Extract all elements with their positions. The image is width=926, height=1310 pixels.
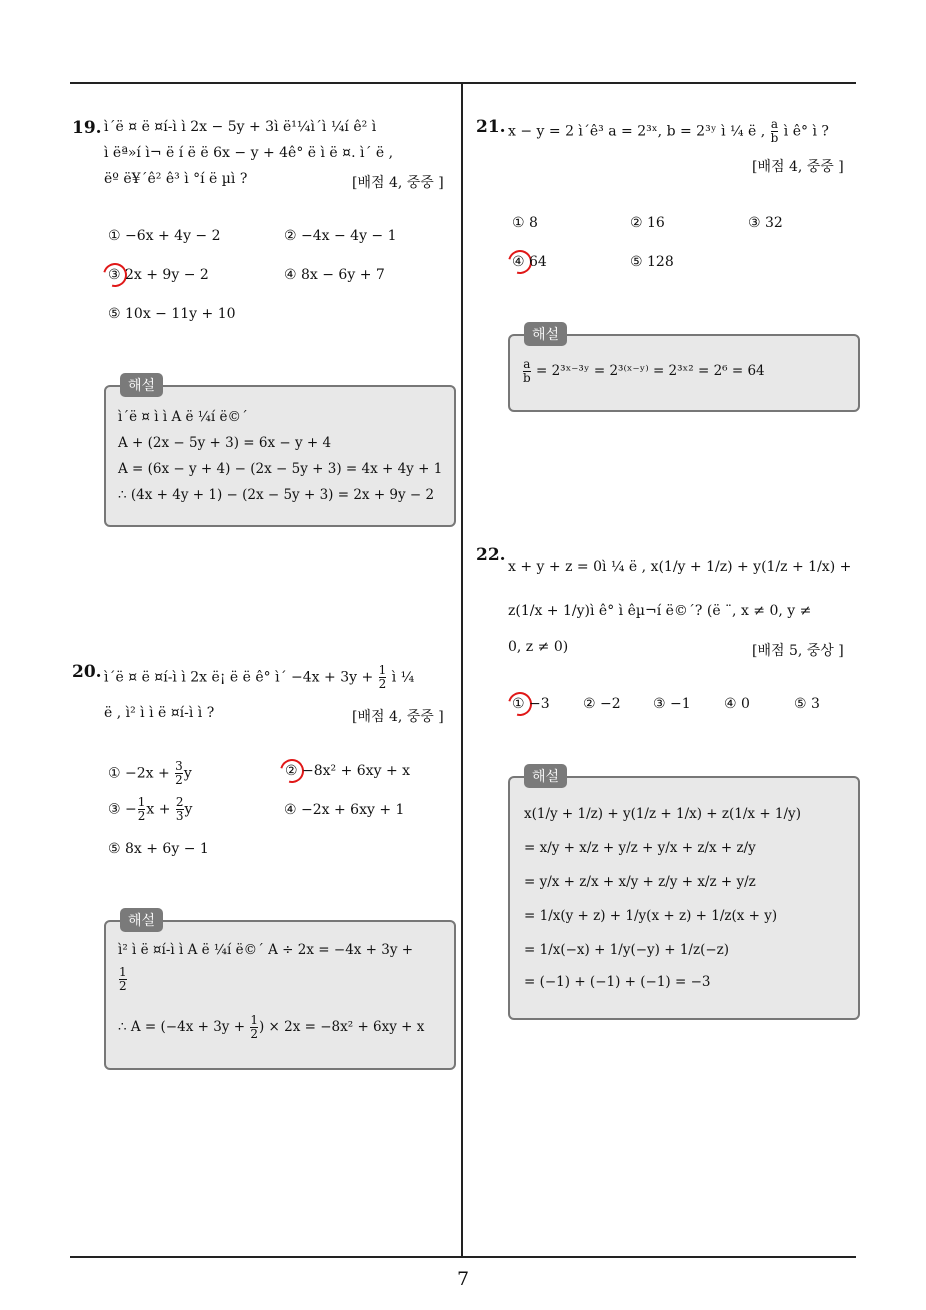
solution-tab: 해설: [524, 764, 567, 788]
option-2[interactable]: ② 16: [630, 215, 665, 231]
option-3[interactable]: ③ −1: [653, 696, 691, 712]
option-5[interactable]: ⑤ 3: [794, 696, 820, 712]
solution-tab: 해설: [524, 322, 567, 346]
question-text-line: x + y + z = 0ì ¼ ë , x(1/y + 1/z) + y(1/z + 1/x) +: [508, 559, 852, 575]
solution-line: = x/y + x/z + y/z + y/x + z/x + z/y: [524, 840, 756, 856]
solution-line: = 1/x(−x) + 1/y(−y) + 1/z(−z): [524, 942, 730, 958]
solution-line: $\frac{1}{2}$: [119, 965, 127, 993]
question-text: ì ¼: [391, 669, 415, 686]
solution-box: [104, 913, 456, 1070]
question-text-line: ì ëª»í ì¬ ë í ë ë 6x − y + 4ê° ë ì ë ¤. ì´ ë ,: [104, 145, 394, 161]
column-divider: [461, 83, 463, 1257]
option-5[interactable]: ⑤ 10x − 11y + 10: [108, 306, 236, 322]
option-2[interactable]: ② −8x² + 6xy + x: [285, 763, 411, 779]
option-3[interactable]: ③ 32: [748, 215, 783, 231]
option-3[interactable]: ③ − $\frac{1}{2}$ x + $\frac{2}{3}$ y: [108, 795, 193, 823]
points-label: [배점 4, 중중 ]: [352, 175, 444, 191]
option-1[interactable]: ① 8: [512, 215, 538, 231]
solution-line: ì´ë ¤ ì ì A ë ¼í ë©´: [118, 409, 248, 425]
points-label: [배점 4, 중중 ]: [752, 159, 844, 175]
option-4[interactable]: ④ −2x + 6xy + 1: [284, 802, 405, 818]
top-rule: [70, 82, 856, 84]
question-text-line: 0, z ≠ 0): [508, 639, 569, 655]
solution-line: ì² ì ë ¤í-ì ì A ë ¼í ë©´ A ÷ 2x = −4x + 3y +: [118, 942, 414, 958]
question-number: 22.: [476, 545, 506, 565]
solution-box: [508, 769, 860, 1020]
question-text-line: ëº ë¥´ê² ê³ ì °í ë µì ?: [104, 171, 248, 187]
option-4[interactable]: ④ 0: [724, 696, 750, 712]
bottom-rule: [70, 1256, 856, 1258]
solution-tab: 해설: [120, 908, 163, 932]
solution-line: $\frac{a}{b}$ = 2³ˣ⁻³ʸ = 2³⁽ˣ⁻ʸ⁾ = 2³ˣ² = 2⁶ = 64: [523, 357, 765, 385]
question-text: ì´ë ¤ ë ¤í-ì ì 2x ë¡ ë ë ê° ì´ −4x + 3y +: [104, 669, 374, 686]
solution-line: = 1/x(y + z) + 1/y(x + z) + 1/z(x + y): [524, 908, 778, 924]
option-3[interactable]: ③ 2x + 9y − 2: [108, 267, 209, 283]
question-text-line: ë , ì² ì ì ë ¤í-ì ì ?: [104, 705, 215, 721]
solution-line: = y/x + z/x + x/y + z/y + x/z + y/z: [524, 874, 756, 890]
option-4[interactable]: ④ 8x − 6y + 7: [284, 267, 385, 283]
solution-line: x(1/y + 1/z) + y(1/z + 1/x) + z(1/x + 1/y): [524, 806, 801, 822]
question-text-line: [104, 664, 414, 691]
question-number: 19.: [72, 118, 102, 138]
fraction: $\frac{1}{2}$: [378, 663, 387, 691]
question-number: 20.: [72, 662, 102, 682]
solution-box: [508, 327, 860, 412]
solution-line: A = (6x − y + 4) − (2x − 5y + 3) = 4x + 4y + 1: [118, 461, 443, 477]
solution-tab: 해설: [120, 373, 163, 397]
question-number: 21.: [476, 117, 506, 137]
option-5[interactable]: ⑤ 8x + 6y − 1: [108, 841, 209, 857]
question-text-line: z(1/x + 1/y)ì ê° ì êµ¬í ë©´? (ë ¨, x ≠ 0, y ≠: [508, 603, 812, 619]
option-2[interactable]: ② −2: [583, 696, 621, 712]
option-1[interactable]: ① −2x + $\frac{3}{2}$ y: [108, 759, 192, 787]
question-text-line: ì´ë ¤ ë ¤í-ì ì 2x − 5y + 3ì ë¹¼ì´ì ¼í ê² ì: [104, 119, 377, 135]
page-number: 7: [456, 1268, 470, 1290]
solution-box: [104, 378, 456, 527]
solution-line: ∴ A = (−4x + 3y + $\frac{1}{2}$ ) × 2x = −8x² + 6xy + x: [118, 1013, 425, 1041]
solution-line: = (−1) + (−1) + (−1) = −3: [524, 974, 711, 990]
solution-line: A + (2x − 5y + 3) = 6x − y + 4: [118, 435, 332, 451]
option-1[interactable]: ① −6x + 4y − 2: [108, 228, 221, 244]
option-2[interactable]: ② −4x − 4y − 1: [284, 228, 397, 244]
question-text-line: x − y = 2 ì´ê³ a = 2³ˣ, b = 2³ʸ ì ¼ ë , $\frac{a}{b}$ ì ê° ì ?: [508, 117, 829, 145]
solution-line: ∴ (4x + 4y + 1) − (2x − 5y + 3) = 2x + 9y − 2: [118, 487, 435, 503]
option-5[interactable]: ⑤ 128: [630, 254, 674, 270]
points-label: [배점 4, 중중 ]: [352, 709, 444, 725]
option-4[interactable]: ④ 64: [512, 254, 547, 270]
points-label: [배점 5, 중상 ]: [752, 643, 844, 659]
option-1[interactable]: ① −3: [512, 696, 550, 712]
